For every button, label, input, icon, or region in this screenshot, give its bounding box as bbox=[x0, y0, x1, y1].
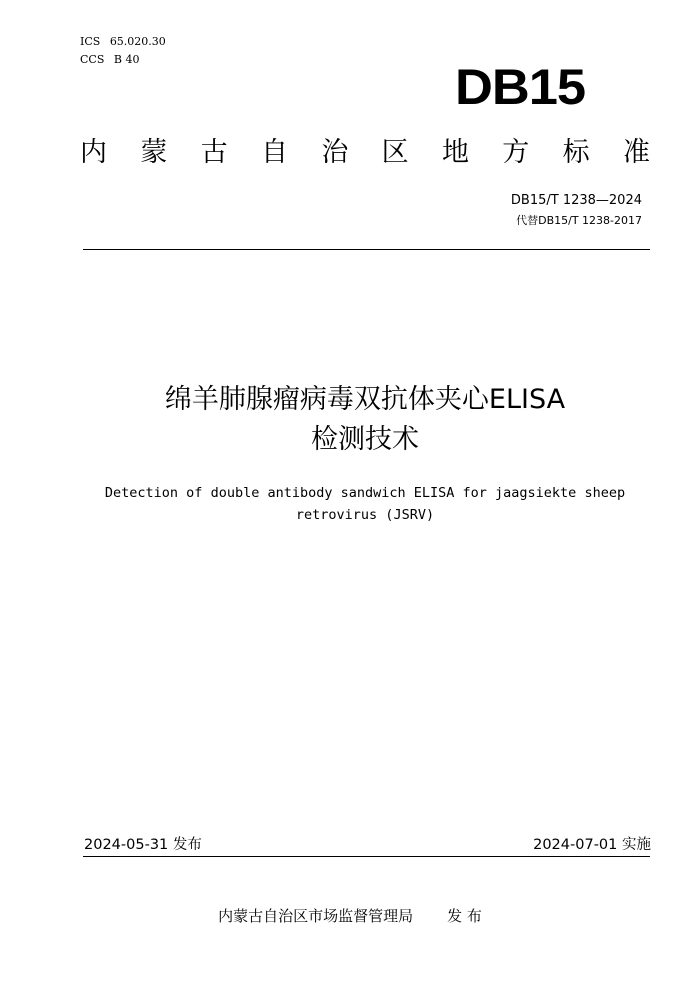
title-char: 治 bbox=[321, 137, 349, 168]
publisher-organization: 内蒙古自治区市场监督管理局 bbox=[218, 907, 414, 925]
title-char: 地 bbox=[441, 137, 469, 168]
issue-date: 2024-05-31 发布 bbox=[84, 837, 202, 853]
title-char: 标 bbox=[562, 137, 590, 168]
ics-code bbox=[80, 35, 166, 49]
ccs-value: B 40 bbox=[113, 53, 140, 66]
replaces-standard: 代替DB15/T 1238-2017 bbox=[516, 214, 642, 227]
document-title-en-line1: Detection of double antibody sandwich ELISA for jaagsiekte sheep bbox=[104, 485, 626, 501]
title-char: 区 bbox=[381, 137, 409, 168]
standard-category-title bbox=[80, 135, 650, 171]
title-char: 方 bbox=[502, 137, 530, 168]
standard-number: DB15/T 1238—2024 bbox=[510, 193, 642, 208]
title-char: 蒙 bbox=[140, 137, 168, 168]
ccs-code bbox=[80, 53, 139, 67]
title-char: 准 bbox=[622, 137, 650, 168]
footer-divider bbox=[83, 856, 650, 857]
document-title-cn-line2: 检测技术 bbox=[311, 424, 419, 455]
publish-action: 发 布 bbox=[447, 907, 482, 925]
db15-logo: DB15 bbox=[455, 59, 586, 115]
implementation-date: 2024-07-01 实施 bbox=[533, 837, 651, 853]
publisher bbox=[0, 906, 700, 926]
title-char: 古 bbox=[200, 137, 228, 168]
header-divider bbox=[83, 249, 650, 250]
title-char: 内 bbox=[80, 137, 107, 168]
document-title-cn-line1: 绵羊肺腺瘤病毒双抗体夹心ELISA bbox=[164, 384, 566, 415]
ics-label: ICS bbox=[80, 35, 101, 48]
title-char: 自 bbox=[260, 137, 288, 168]
ics-value: 65.020.30 bbox=[109, 35, 166, 48]
ccs-label: CCS bbox=[80, 53, 105, 66]
document-title-en-line2: retrovirus (JSRV) bbox=[295, 507, 435, 523]
